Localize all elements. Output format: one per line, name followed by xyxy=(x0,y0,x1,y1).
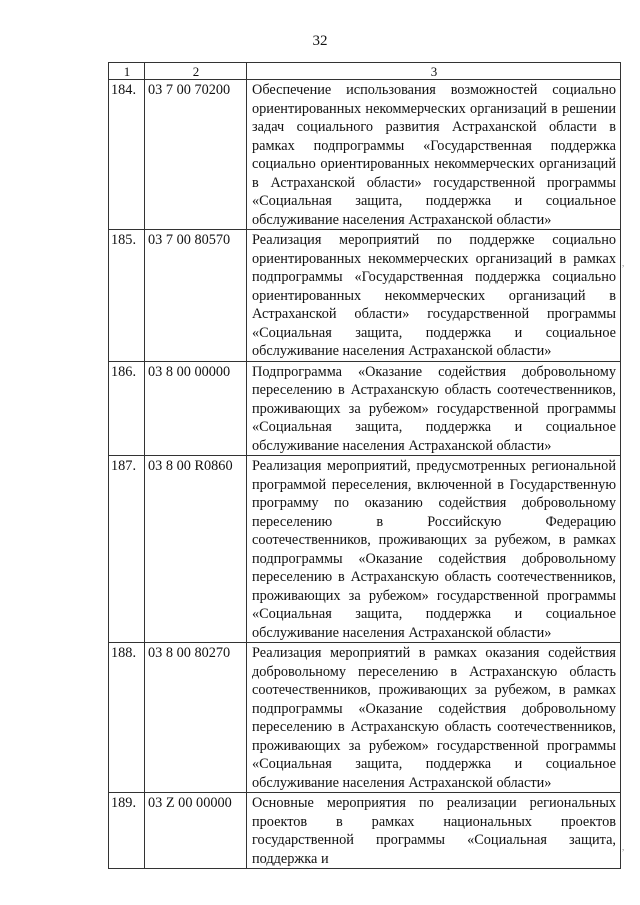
table-row xyxy=(109,361,621,456)
row-code: 03 8 00 R0860 xyxy=(145,456,247,643)
table-row xyxy=(109,456,621,643)
table-header-row xyxy=(109,63,621,80)
column-header-2: 2 xyxy=(145,63,247,80)
row-code: 03 Z 00 00000 xyxy=(145,793,247,869)
row-description: Основные мероприятия по реализации региональных проектов в рамках национальных проектов государственной программы «Социальная защита, поддержка и xyxy=(247,793,621,869)
column-header-3: 3 xyxy=(247,63,621,80)
row-number: 185. xyxy=(109,230,145,362)
row-description: Реализация мероприятий по поддержке социально ориентированных некоммерческих организаций в рамках подпрограммы «Государственная поддержка социально ориентированных некоммерческих организаций в Астраханской области» государственной программы «Социальная защита, поддержка и социальное обслуживание населения Астраханской области» xyxy=(247,230,621,362)
budget-classification-table xyxy=(108,62,621,869)
row-description: Реализация мероприятий в рамках оказания содействия добровольному переселению в Астраханскую область соотечественников, проживающих за рубежом, в рамках подпрограммы «Оказание содействия добровольному переселению в Астраханскую область соотечественников, проживающих за рубежом» государственной программы «Социальная защита, поддержка и социальное обслуживание населения Астраханской области» xyxy=(247,643,621,793)
row-description: Обеспечение использования возможностей социально ориентированных некоммерческих организаций в решении задач социального развития Астраханской области в рамках подпрограммы «Государственная поддержка социально ориентированных некоммерческих организаций в Астраханской области» государственной программы «Социальная защита, поддержка и социальное обслуживание населения Астраханской области» xyxy=(247,80,621,230)
row-description: Реализация мероприятий, предусмотренных региональной программой переселения, включенной в Государственную программу по оказанию содействия добровольному переселению в Российскую Федерацию соотечественников, проживающих за рубежом, в рамках подпрограммы «Оказание содействия добровольному переселению в Астраханскую область соотечественников, проживающих за рубежом» государственной программы «Социальная защита, поддержка и социальное обслуживание населения Астраханской области» xyxy=(247,456,621,643)
column-header-1: 1 xyxy=(109,63,145,80)
row-code: 03 7 00 80570 xyxy=(145,230,247,362)
table-row xyxy=(109,793,621,869)
row-code: 03 8 00 80270 xyxy=(145,643,247,793)
row-number: 184. xyxy=(109,80,145,230)
row-description: Подпрограмма «Оказание содействия добровольному переселению в Астраханскую область соотечественников, проживающих за рубежом» государственной программы «Социальная защита, поддержка и социальное обслуживание населения Астраханской области» xyxy=(247,361,621,456)
row-number: 188. xyxy=(109,643,145,793)
row-code: 03 8 00 00000 xyxy=(145,361,247,456)
table-row xyxy=(109,230,621,362)
row-number: 186. xyxy=(109,361,145,456)
page-number: 32 xyxy=(312,33,328,49)
row-number: 189. xyxy=(109,793,145,869)
table-row xyxy=(109,643,621,793)
scan-tick-mark: , xyxy=(622,842,625,852)
row-number: 187. xyxy=(109,456,145,643)
table-row xyxy=(109,80,621,230)
scan-tick-mark: , xyxy=(622,258,625,268)
row-code: 03 7 00 70200 xyxy=(145,80,247,230)
